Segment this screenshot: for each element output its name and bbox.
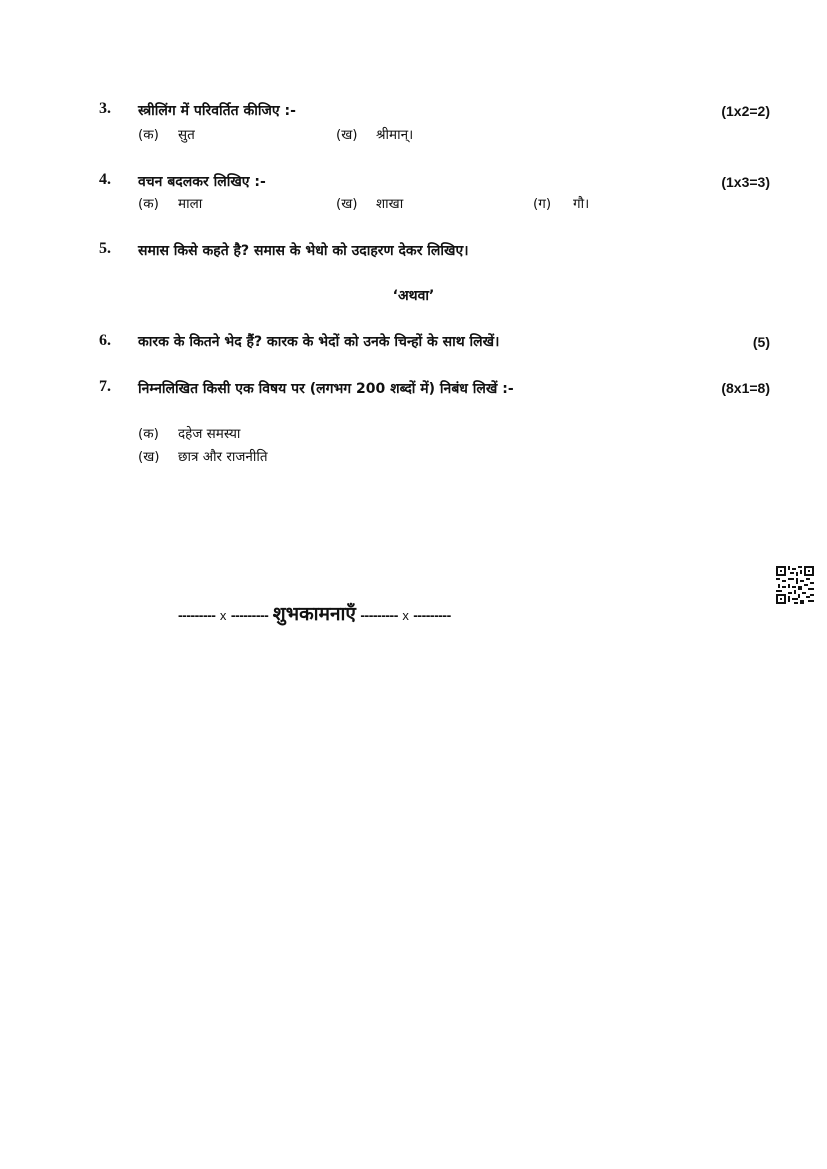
question-number: 5. (99, 240, 111, 257)
question-text: निम्नलिखित किसी एक विषय पर (लगभग 200 शब्दों में) निबंध लिखें :- (138, 381, 514, 397)
question-text: कारक के कितने भेद हैं? कारक के भेदों को उनके चिन्हों के साथ लिखें। (138, 334, 500, 350)
qr-code-icon (776, 566, 814, 604)
question-text: वचन बदलकर लिखिए :- (138, 174, 266, 190)
option-label: (ग) (533, 196, 552, 212)
question-number: 7. (99, 378, 111, 395)
option-label: (ख) (138, 449, 160, 465)
closing-line (178, 600, 650, 626)
question-marks: (1x2=2) (721, 103, 770, 119)
option-text: माला (178, 196, 203, 212)
question-marks: (5) (752, 334, 770, 350)
x-mark: x (219, 608, 227, 623)
question-marks: (1x3=3) (721, 174, 770, 190)
question-text: स्त्रीलिंग में परिवर्तित कीजिए :- (138, 103, 296, 119)
option-text: दहेज समस्या (178, 426, 241, 442)
option-text: छात्र और राजनीति (178, 449, 268, 465)
best-wishes-text: शुभकामनाएँ (272, 603, 356, 625)
question-marks: (8x1=8) (721, 380, 770, 396)
question-number: 6. (99, 332, 111, 349)
option-label: (ख) (336, 196, 358, 212)
or-separator: ‘अथवा’ (392, 288, 435, 304)
question-number: 3. (99, 100, 111, 117)
x-mark: x (402, 608, 409, 623)
dash-line: --------- (360, 607, 398, 623)
option-text: गौ। (573, 196, 590, 212)
dash-line: --------- (230, 607, 269, 623)
question-text: समास किसे कहते है? समास के भेधो को उदाहरण देकर लिखिए। (138, 243, 469, 259)
option-label: (क) (138, 196, 159, 212)
option-label: (क) (138, 426, 159, 442)
option-label: (क) (138, 127, 159, 143)
option-label: (ख) (336, 127, 358, 143)
dash-line: --------- (413, 607, 451, 623)
option-text: श्रीमान्। (376, 127, 414, 143)
dash-line: --------- (178, 607, 216, 623)
question-number: 4. (99, 171, 111, 188)
option-text: शाखा (376, 196, 404, 212)
option-text: सुत (178, 127, 195, 143)
